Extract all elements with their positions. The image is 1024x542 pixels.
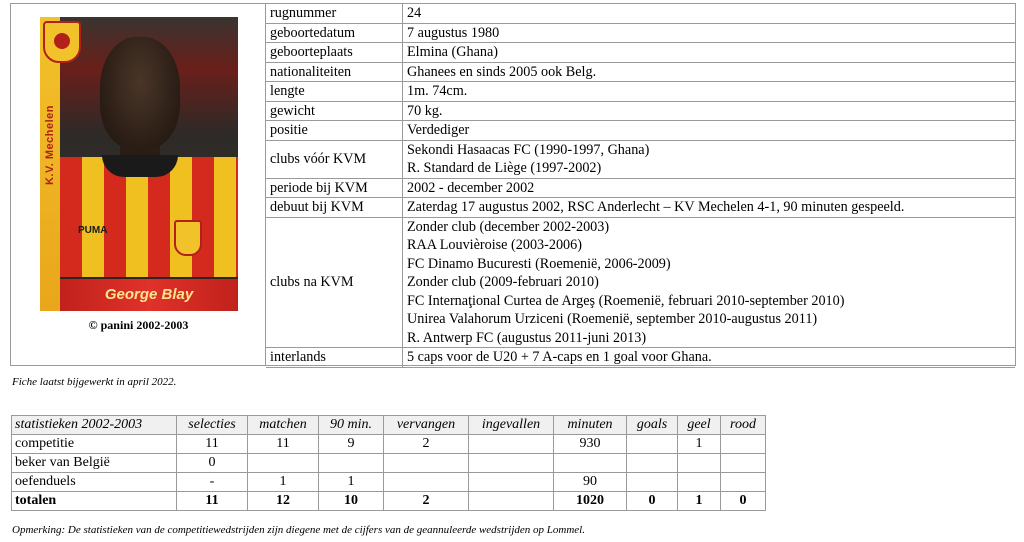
stats-header-row bbox=[12, 416, 766, 435]
stats-cell bbox=[248, 454, 319, 473]
fact-value-line: Ghanees en sinds 2005 ook Belg. bbox=[407, 63, 597, 80]
stats-header-cell: minuten bbox=[554, 416, 627, 435]
stats-header-cell: statistieken 2002-2003 bbox=[12, 416, 177, 435]
stats-cell: 11 bbox=[177, 435, 248, 454]
stats-header-cell: selecties bbox=[177, 416, 248, 435]
stats-cell: totalen bbox=[12, 492, 177, 511]
fact-value-line: Sekondi Hasaacas FC (1990-1997, Ghana) bbox=[407, 141, 650, 158]
fact-row bbox=[266, 43, 1015, 63]
stats-cell bbox=[627, 454, 678, 473]
photo-cell bbox=[11, 4, 266, 365]
stats-cell: 90 bbox=[554, 473, 627, 492]
fact-label: clubs vóór KVM bbox=[266, 140, 403, 178]
stats-header-cell: rood bbox=[721, 416, 766, 435]
fact-row bbox=[266, 140, 1015, 178]
panini-card-photo bbox=[40, 17, 238, 311]
fact-value-line: Elmina (Ghana) bbox=[407, 44, 498, 60]
fact-value-line: R. Antwerp FC (augustus 2011-juni 2013) bbox=[407, 329, 647, 346]
fact-row bbox=[266, 198, 1015, 218]
stats-cell: 2 bbox=[384, 492, 469, 511]
fact-row bbox=[266, 62, 1015, 82]
stats-cell: 1 bbox=[678, 435, 721, 454]
fact-value-line: Zonder club (2009-februari 2010) bbox=[407, 274, 599, 290]
fact-value-line: FC Internaţional Curtea de Argeş (Roemenië, februari 2010-september 2010) bbox=[407, 292, 845, 309]
stats-header-cell: 90 min. bbox=[319, 416, 384, 435]
stats-cell: 1 bbox=[319, 473, 384, 492]
fact-value-line: 7 augustus 1980 bbox=[407, 24, 500, 41]
fact-value-line: Zaterdag 17 augustus 2002, RSC Anderlecht – KV Mechelen 4-1, 90 minuten gespeeld. bbox=[407, 199, 905, 215]
updated-note: Fiche laatst bijgewerkt in april 2022. bbox=[12, 376, 177, 388]
shirt-brand: PUMA bbox=[78, 225, 108, 236]
stats-cell: 1020 bbox=[554, 492, 627, 511]
fact-label: debuut bij KVM bbox=[266, 198, 403, 218]
stats-cell: 930 bbox=[554, 435, 627, 454]
fact-value bbox=[403, 348, 1016, 368]
stats-cell bbox=[469, 454, 554, 473]
fact-label: positie bbox=[266, 121, 403, 141]
stats-cell bbox=[554, 454, 627, 473]
fact-value bbox=[403, 121, 1016, 141]
stats-cell: oefenduels bbox=[12, 473, 177, 492]
stats-cell: 11 bbox=[177, 492, 248, 511]
fact-value-line: Zonder club (december 2002-2003) bbox=[407, 218, 610, 235]
stats-cell: 2 bbox=[384, 435, 469, 454]
fact-row bbox=[266, 121, 1015, 141]
fact-value-line: FC Dinamo Bucuresti (Roemenië, 2006-2009) bbox=[407, 255, 671, 272]
stats-cell: 9 bbox=[319, 435, 384, 454]
fact-value bbox=[403, 62, 1016, 82]
fact-value bbox=[403, 4, 1016, 23]
stats-cell: 1 bbox=[678, 492, 721, 511]
remark-note: Opmerking: De statistieken van de competitiewedstrijden zijn diegene met de cijfers van de geannuleerde wedstrijden op Lommel. bbox=[12, 524, 585, 536]
stats-row bbox=[12, 473, 766, 492]
fact-value-line: 2002 - december 2002 bbox=[407, 179, 535, 196]
stats-header-cell: geel bbox=[678, 416, 721, 435]
stats-cell: 0 bbox=[627, 492, 678, 511]
stats-cell: competitie bbox=[12, 435, 177, 454]
fact-value-line: R. Standard de Liège (1997-2002) bbox=[407, 160, 602, 176]
fact-row bbox=[266, 348, 1015, 368]
stats-header-cell: vervangen bbox=[384, 416, 469, 435]
stats-row bbox=[12, 435, 766, 454]
player-facts bbox=[266, 4, 1015, 368]
fact-label: lengte bbox=[266, 82, 403, 102]
player-face bbox=[100, 37, 180, 149]
fact-row bbox=[266, 23, 1015, 43]
fact-value-line: 1m. 74cm. bbox=[407, 83, 468, 99]
stats-cell bbox=[627, 473, 678, 492]
stats-cell: 1 bbox=[248, 473, 319, 492]
stats-row bbox=[12, 454, 766, 473]
stats-cell bbox=[721, 435, 766, 454]
fact-value-line: 24 bbox=[407, 5, 422, 21]
fact-label: geboorteplaats bbox=[266, 43, 403, 63]
fact-label: interlands bbox=[266, 348, 403, 368]
fact-value-line: Unirea Valahorum Urziceni (Roemenië, september 2010-augustus 2011) bbox=[407, 311, 818, 327]
stats-cell bbox=[721, 473, 766, 492]
season-statistics-table bbox=[11, 415, 766, 511]
player-profile-table bbox=[10, 3, 1016, 366]
stats-cell: beker van België bbox=[12, 454, 177, 473]
stats-cell bbox=[678, 454, 721, 473]
fact-label: periode bij KVM bbox=[266, 178, 403, 198]
fact-label: rugnummer bbox=[266, 4, 403, 23]
stats-cell bbox=[319, 454, 384, 473]
fact-value bbox=[403, 140, 1016, 178]
fact-value-line: RAA Louvièroise (2003-2006) bbox=[407, 237, 582, 253]
fact-value-line: 70 kg. bbox=[407, 102, 443, 119]
fact-value bbox=[403, 23, 1016, 43]
stats-cell bbox=[469, 435, 554, 454]
stats-cell bbox=[384, 473, 469, 492]
fact-value bbox=[403, 101, 1016, 121]
stats-header-cell: matchen bbox=[248, 416, 319, 435]
fact-value-line: 5 caps voor de U20 + 7 A-caps en 1 goal voor Ghana. bbox=[407, 349, 712, 365]
stats-total-row bbox=[12, 492, 766, 511]
fact-label: geboortedatum bbox=[266, 23, 403, 43]
stats-cell: 0 bbox=[721, 492, 766, 511]
shirt-crest-icon bbox=[174, 220, 202, 256]
stats-cell bbox=[469, 473, 554, 492]
fact-row bbox=[266, 178, 1015, 198]
fact-row bbox=[266, 82, 1015, 102]
fact-label: clubs na KVM bbox=[266, 217, 403, 348]
stats-cell bbox=[469, 492, 554, 511]
fact-label: nationaliteiten bbox=[266, 62, 403, 82]
stats-cell: 11 bbox=[248, 435, 319, 454]
fact-row bbox=[266, 217, 1015, 348]
stats-cell bbox=[678, 473, 721, 492]
fact-value bbox=[403, 217, 1016, 348]
club-crest-icon bbox=[43, 21, 81, 63]
card-player-name: George Blay bbox=[104, 286, 194, 303]
fact-value bbox=[403, 82, 1016, 102]
photo-copyright: © panini 2002-2003 bbox=[88, 318, 189, 332]
fact-label: gewicht bbox=[266, 101, 403, 121]
fact-value bbox=[403, 178, 1016, 198]
fact-value-line: Verdediger bbox=[407, 122, 470, 138]
stats-cell: 0 bbox=[177, 454, 248, 473]
fact-value bbox=[403, 43, 1016, 63]
stats-cell: 10 bbox=[319, 492, 384, 511]
stats-cell: 12 bbox=[248, 492, 319, 511]
stats-cell bbox=[384, 454, 469, 473]
fact-value bbox=[403, 198, 1016, 218]
stats-cell bbox=[721, 454, 766, 473]
fact-row bbox=[266, 4, 1015, 23]
stats-header-cell: ingevallen bbox=[469, 416, 554, 435]
fact-row bbox=[266, 101, 1015, 121]
stats-cell bbox=[627, 435, 678, 454]
stats-cell: - bbox=[177, 473, 248, 492]
club-vertical-label: K.V. Mechelen bbox=[44, 104, 56, 186]
stats-header-cell: goals bbox=[627, 416, 678, 435]
